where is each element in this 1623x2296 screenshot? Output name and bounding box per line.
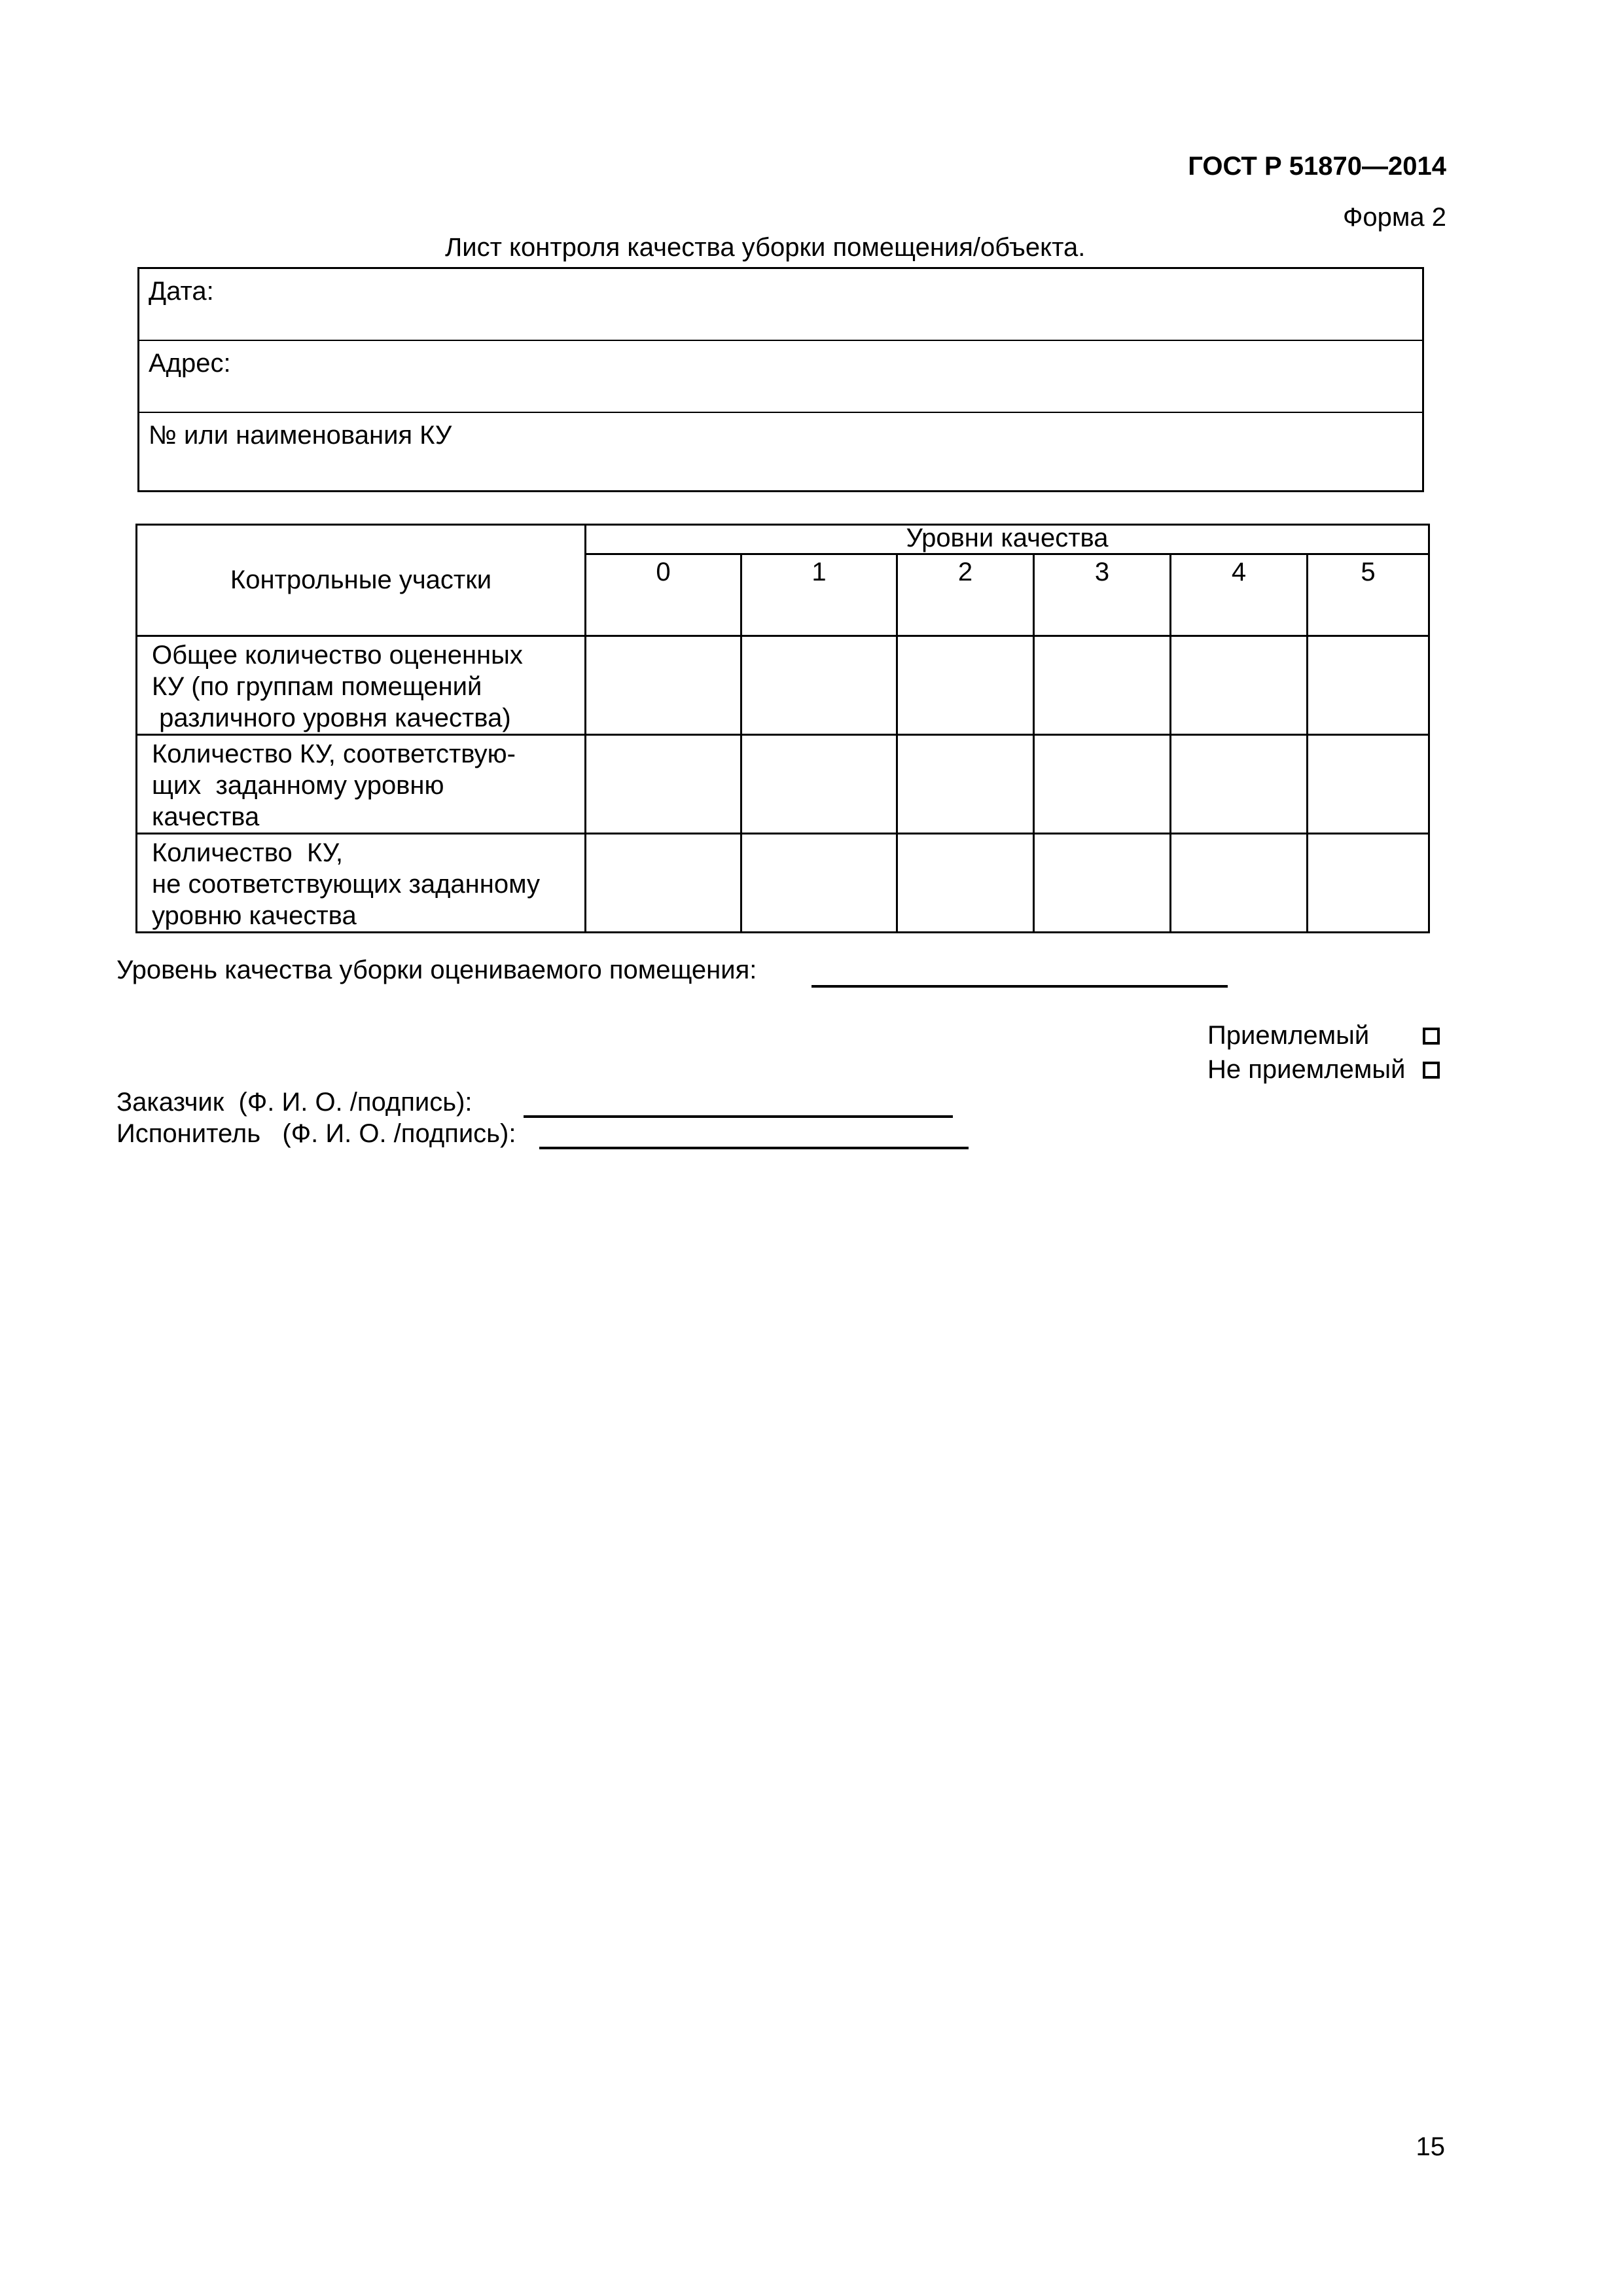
input-cell[interactable] bbox=[1034, 834, 1171, 933]
row-label-line: щих заданному уровню bbox=[152, 771, 444, 800]
table-row bbox=[137, 834, 1429, 933]
input-cell[interactable] bbox=[1034, 636, 1171, 735]
control-area-label: № или наименования КУ bbox=[149, 421, 452, 450]
input-cell[interactable] bbox=[741, 636, 897, 735]
level-header-2: 2 bbox=[897, 554, 1034, 636]
input-cell[interactable] bbox=[897, 636, 1034, 735]
input-cell[interactable] bbox=[897, 735, 1034, 834]
input-cell[interactable] bbox=[897, 834, 1034, 933]
input-cell[interactable] bbox=[586, 636, 741, 735]
row-label-line: Количество КУ, соответствую- bbox=[152, 740, 516, 768]
input-cell[interactable] bbox=[1171, 834, 1308, 933]
level-header-1: 1 bbox=[741, 554, 897, 636]
form-title: Лист контроля качества уборки помещения/объекта. bbox=[445, 233, 1086, 262]
contractor-signature-label: Испонитель (Ф. И. О. /подпись): bbox=[116, 1119, 516, 1148]
standard-number: ГОСТ Р 51870—2014 bbox=[1188, 152, 1446, 181]
date-label: Дата: bbox=[149, 277, 214, 306]
level-header-0: 0 bbox=[586, 554, 741, 636]
quality-levels-header: Уровни качества bbox=[586, 525, 1429, 554]
level-header-5: 5 bbox=[1308, 554, 1429, 636]
row-label-total bbox=[137, 636, 586, 735]
page-number: 15 bbox=[1416, 2132, 1445, 2161]
customer-signature-line[interactable] bbox=[524, 1115, 953, 1118]
table-row bbox=[137, 636, 1429, 735]
row-label-line: уровню качества bbox=[152, 901, 357, 930]
quality-level-label: Уровень качества уборки оцениваемого помещения: bbox=[116, 956, 757, 984]
not-acceptable-checkbox[interactable] bbox=[1423, 1062, 1440, 1079]
input-cell[interactable] bbox=[586, 735, 741, 834]
row-label-not-matching bbox=[137, 834, 586, 933]
input-cell[interactable] bbox=[1308, 636, 1429, 735]
level-header-4: 4 bbox=[1171, 554, 1308, 636]
input-cell[interactable] bbox=[1034, 735, 1171, 834]
control-area-field[interactable] bbox=[139, 413, 1422, 490]
not-acceptable-label: Не приемлемый bbox=[1207, 1055, 1406, 1084]
form-number: Форма 2 bbox=[1342, 203, 1446, 232]
input-cell[interactable] bbox=[741, 735, 897, 834]
date-field[interactable] bbox=[139, 269, 1422, 341]
customer-signature-label: Заказчик (Ф. И. О. /подпись): bbox=[116, 1088, 473, 1117]
quality-levels-table bbox=[135, 524, 1430, 933]
table-row bbox=[137, 735, 1429, 834]
row-label-matching bbox=[137, 735, 586, 834]
input-cell[interactable] bbox=[741, 834, 897, 933]
control-areas-header: Контрольные участки bbox=[137, 525, 586, 636]
address-label: Адрес: bbox=[149, 349, 231, 378]
address-field[interactable] bbox=[139, 341, 1422, 413]
acceptable-checkbox[interactable] bbox=[1423, 1028, 1440, 1045]
row-label-line: КУ (по группам помещений bbox=[152, 672, 482, 701]
input-cell[interactable] bbox=[1171, 735, 1308, 834]
info-fields-box bbox=[137, 267, 1424, 492]
contractor-signature-line[interactable] bbox=[539, 1147, 969, 1149]
input-cell[interactable] bbox=[1308, 834, 1429, 933]
level-header-3: 3 bbox=[1034, 554, 1171, 636]
input-cell[interactable] bbox=[586, 834, 741, 933]
row-label-line: различного уровня качества) bbox=[152, 704, 511, 732]
row-label-line: не соответствующих заданному bbox=[152, 870, 541, 899]
acceptable-label: Приемлемый bbox=[1207, 1021, 1370, 1050]
row-label-line: Общее количество оцененных bbox=[152, 641, 523, 670]
row-label-line: Количество КУ, bbox=[152, 838, 343, 867]
row-label-line: качества bbox=[152, 802, 260, 831]
input-cell[interactable] bbox=[1171, 636, 1308, 735]
quality-level-input-line[interactable] bbox=[812, 985, 1228, 988]
input-cell[interactable] bbox=[1308, 735, 1429, 834]
